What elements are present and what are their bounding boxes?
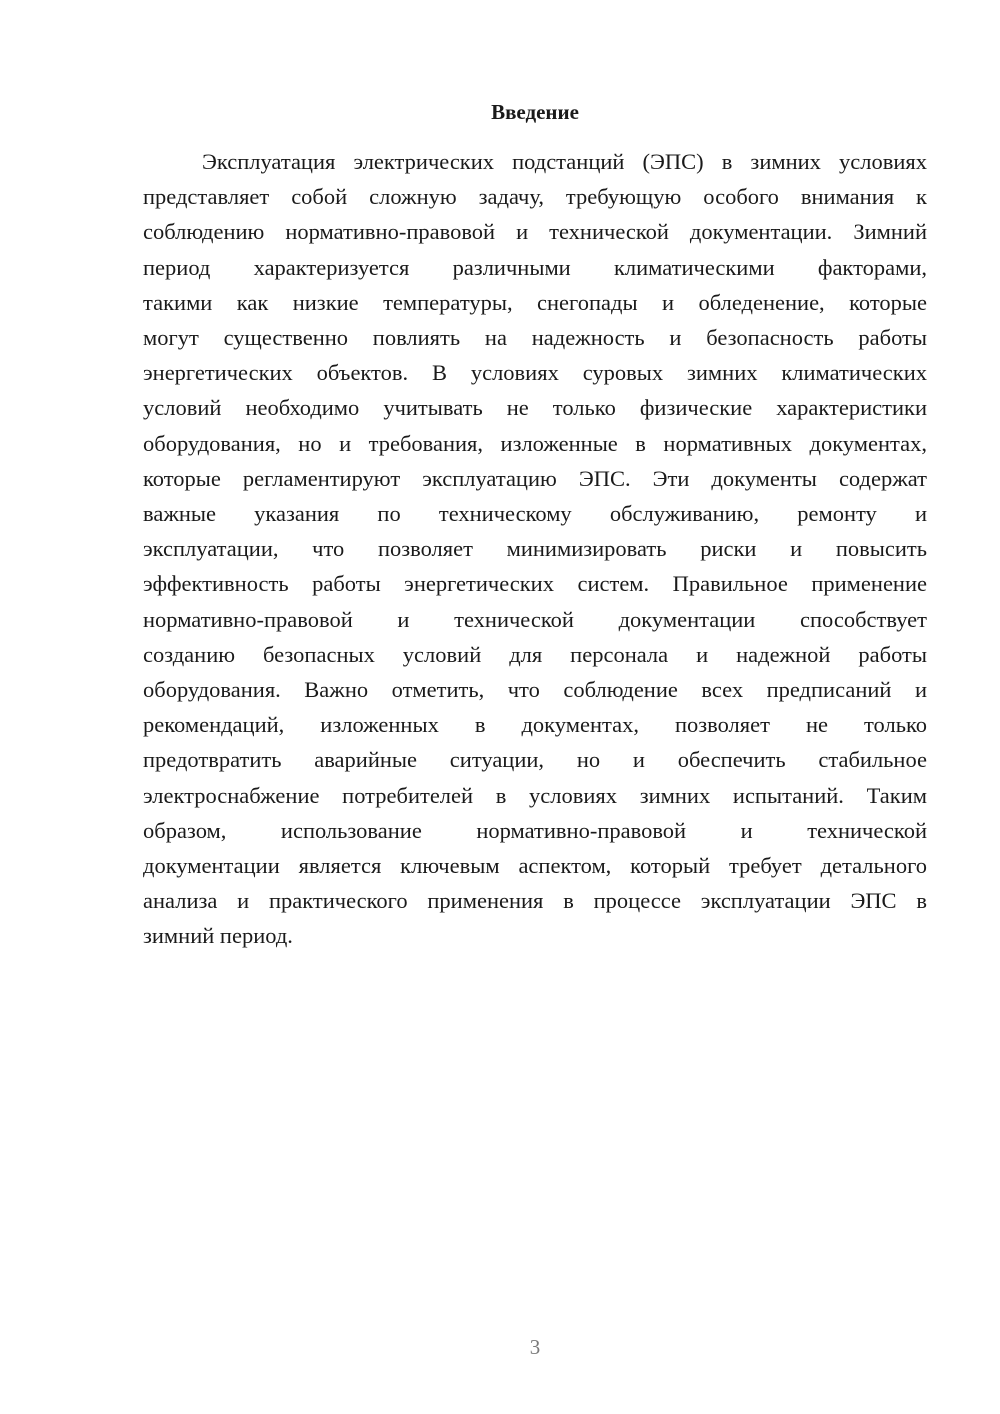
paragraph-line: созданию безопасных условий для персонала и надежной работы bbox=[143, 641, 927, 667]
paragraph-line: представляет собой сложную задачу, требующую особого внимания к bbox=[143, 184, 927, 210]
paragraph-line: соблюдению нормативно-правовой и технической документации. Зимний bbox=[143, 219, 927, 245]
paragraph-line: нормативно-правовой и технической документации способствует bbox=[143, 606, 927, 632]
paragraph-line: период характеризуется различными климатическими факторами, bbox=[143, 254, 927, 280]
paragraph-line: предотвратить аварийные ситуации, но и обеспечить стабильное bbox=[143, 747, 927, 773]
paragraph-line: которые регламентируют эксплуатацию ЭПС. Эти документы содержат bbox=[143, 465, 927, 491]
paragraph-line: такими как низкие температуры, снегопады и обледенение, которые bbox=[143, 289, 927, 315]
paragraph-line: электроснабжение потребителей в условиях зимних испытаний. Таким bbox=[143, 782, 927, 808]
page-number: 3 bbox=[529, 1335, 541, 1359]
introduction-paragraph bbox=[143, 144, 927, 954]
section-heading: Введение bbox=[491, 100, 579, 124]
paragraph-line: зимний период. bbox=[143, 923, 293, 949]
paragraph-line: энергетических объектов. В условиях суровых зимних климатических bbox=[143, 360, 927, 386]
paragraph-line: эксплуатации, что позволяет минимизировать риски и повысить bbox=[143, 536, 927, 562]
paragraph-line: эффективность работы энергетических систем. Правильное применение bbox=[143, 571, 927, 597]
paragraph-line: рекомендаций, изложенных в документах, позволяет не только bbox=[143, 712, 927, 738]
paragraph-line: образом, использование нормативно-правовой и технической bbox=[143, 817, 927, 843]
paragraph-line: документации является ключевым аспектом, который требует детального bbox=[143, 853, 927, 879]
paragraph-line: могут существенно повлиять на надежность и безопасность работы bbox=[143, 325, 927, 351]
paragraph-line: анализа и практического применения в процессе эксплуатации ЭПС в bbox=[143, 888, 927, 914]
paragraph-line: Эксплуатация электрических подстанций (ЭПС) в зимних условиях bbox=[202, 149, 927, 174]
paragraph-line: оборудования, но и требования, изложенные в нормативных документах, bbox=[143, 430, 927, 456]
paragraph-line: условий необходимо учитывать не только физические характеристики bbox=[143, 395, 927, 421]
paragraph-line: оборудования. Важно отметить, что соблюдение всех предписаний и bbox=[143, 677, 927, 703]
paragraph-line: важные указания по техническому обслуживанию, ремонту и bbox=[143, 501, 927, 527]
